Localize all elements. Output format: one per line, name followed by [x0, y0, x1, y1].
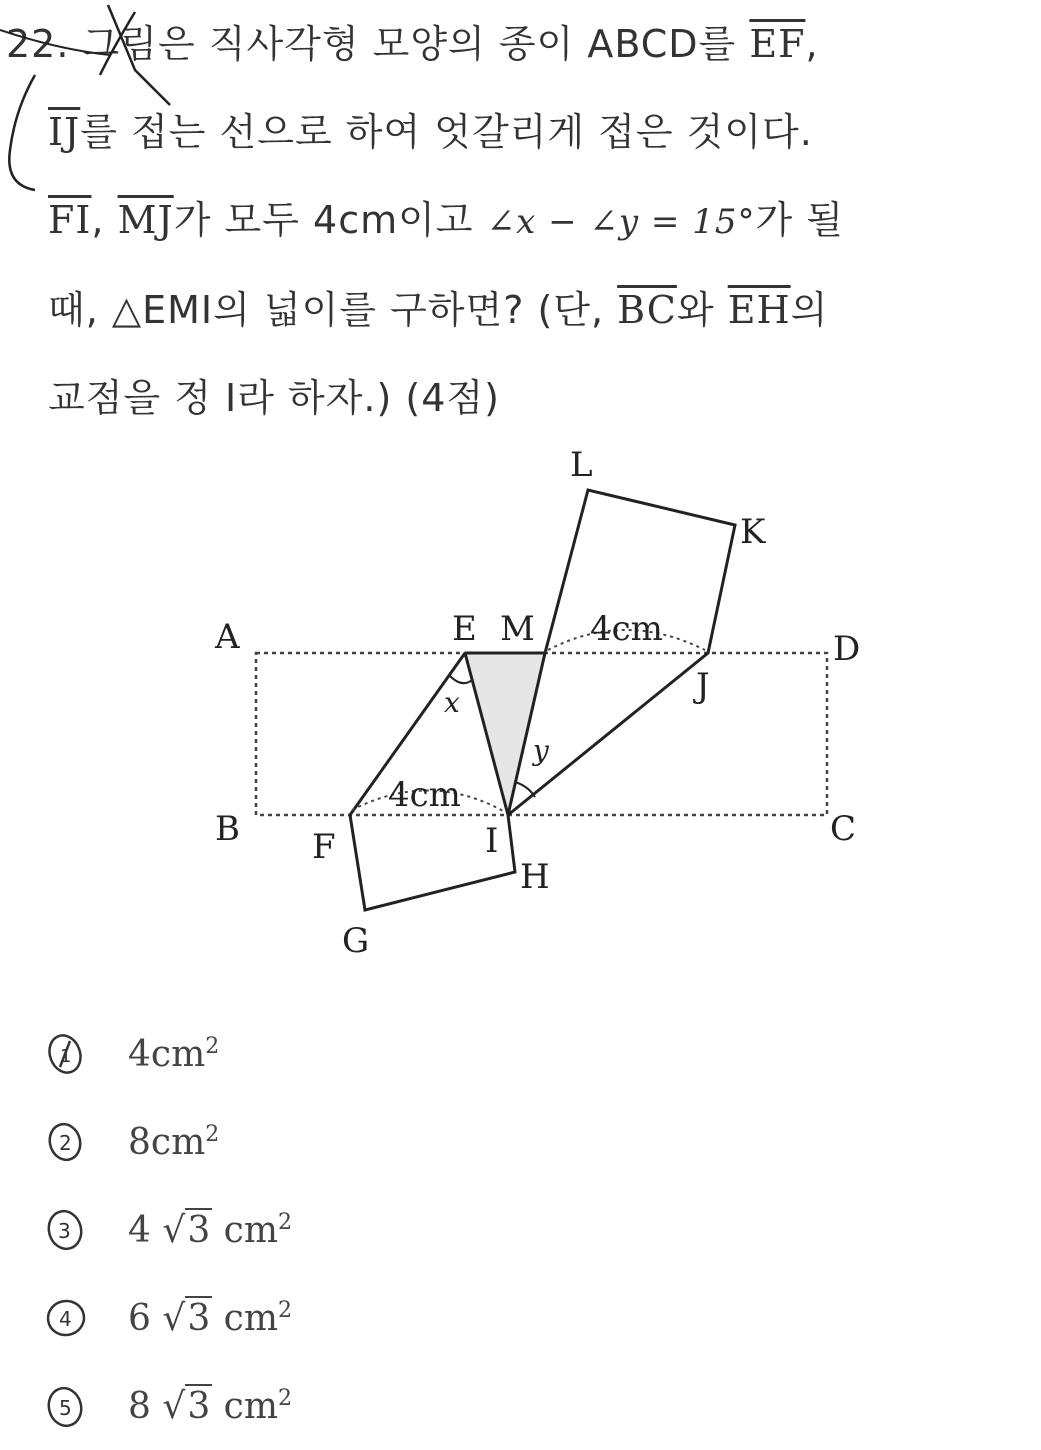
handwritten-circle-2-icon	[40, 1117, 100, 1167]
square-root: √3	[162, 1209, 211, 1251]
svg-text:2: 2	[59, 1131, 72, 1155]
question-line-1: 22. 그림은 직사각형 모양의 종이 ABCD를 $\overline{EF}$,	[6, 22, 819, 66]
question-line-5: 교점을 정 I라 하자.) (4점)	[48, 376, 500, 420]
svg-text:3: 3	[58, 1219, 71, 1243]
segment-fi: $\overline{FI}$	[48, 198, 92, 242]
handwritten-circle-3-icon	[40, 1205, 100, 1255]
square-root: √3	[162, 1385, 211, 1427]
label-h: H	[520, 857, 550, 897]
segment-bc: $\overline{BC}$	[617, 288, 677, 332]
label-i: I	[485, 821, 499, 861]
square-root: √3	[162, 1297, 211, 1339]
svg-text:4: 4	[59, 1307, 72, 1331]
angle-condition: ∠x − ∠y = 15°	[486, 202, 756, 242]
choice-2[interactable]: 2 $8cm^2$	[40, 1098, 640, 1186]
choice-1[interactable]: 1 $4cm^2$	[40, 1010, 640, 1098]
segment-mj: $\overline{MJ}$	[117, 198, 174, 242]
svg-text:5: 5	[59, 1396, 72, 1420]
choice-4[interactable]: 4 6 √3 $cm^2$	[40, 1274, 640, 1362]
label-length-fi: 4cm	[388, 775, 461, 815]
segment-eh: $\overline{EH}$	[727, 288, 791, 332]
label-f: F	[312, 827, 336, 867]
label-c: C	[830, 809, 857, 849]
label-l: L	[570, 445, 593, 485]
answer-choices	[40, 1010, 640, 1450]
label-b: B	[215, 809, 240, 849]
label-d: D	[833, 629, 861, 669]
label-j: J	[696, 666, 710, 706]
label-g: G	[342, 921, 370, 961]
svg-text:1: 1	[60, 1046, 72, 1067]
label-angle-x: x	[444, 686, 460, 719]
label-length-mj: 4cm	[590, 609, 663, 649]
label-a: A	[215, 617, 240, 657]
label-k: K	[740, 512, 766, 552]
question-number: 22.	[6, 22, 70, 66]
label-e: E	[452, 609, 477, 649]
handwritten-circle-5-icon	[40, 1381, 100, 1431]
label-angle-y: y	[533, 734, 549, 767]
question-line-2: $\overline{IJ}$를 접는 선으로 하여 엇갈리게 접은 것이다.	[48, 110, 813, 154]
segment-ij: $\overline{IJ}$	[48, 110, 81, 154]
question-line-3: $\overline{FI}$, $\overline{MJ}$가 모두 4cm이고 ∠x − ∠y = 15°가 될	[48, 198, 844, 242]
handwritten-circle-1-icon	[40, 1029, 100, 1079]
segment-ef: $\overline{EF}$	[749, 22, 806, 66]
choice-5[interactable]: 5 8 √3 $cm^2$	[40, 1362, 640, 1450]
handwritten-circle-4-icon	[40, 1293, 100, 1343]
label-m: M	[500, 609, 535, 649]
choice-3[interactable]: 3 4 √3 $cm^2$	[40, 1186, 640, 1274]
angle-x-arc	[450, 676, 472, 683]
question-line-4: 때, △EMI의 넓이를 구하면? (단, $\overline{BC}$와 $\overline{EH}$의	[48, 288, 829, 332]
